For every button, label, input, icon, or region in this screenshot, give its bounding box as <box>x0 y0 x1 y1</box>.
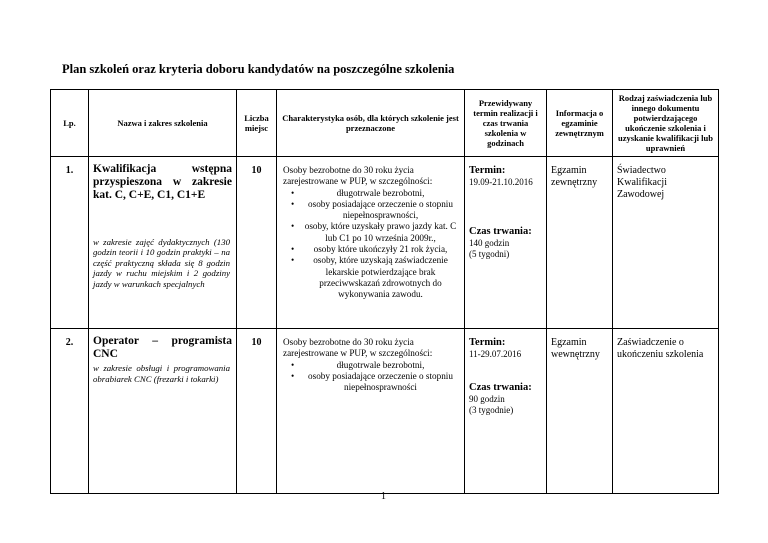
list-item: • osoby posiadające orzeczenie o stopniu niepełnosprawności, <box>301 199 460 222</box>
term-value: 11-29.07.2016 <box>469 349 522 359</box>
list-item: • osoby które ukończyły 21 rok życia, <box>301 244 460 255</box>
header-count: Liczba miejsc <box>237 90 277 157</box>
row-name-cell <box>89 329 237 494</box>
header-lp: Lp. <box>51 90 89 157</box>
row-description-cell <box>277 157 465 329</box>
page-number: 1 <box>381 491 386 502</box>
row-count: 10 <box>237 157 277 329</box>
training-scope: w zakresie zajęć dydaktycznych (130 godzin teorii i 10 godzin praktyki – na część praktyczną składa się 8 godzin jazdy w ruchu miejskim i 2 godziny jazdy w warunkach specjalnych <box>93 236 230 289</box>
description-list <box>283 360 460 394</box>
table-row <box>51 329 719 494</box>
page-title: Plan szkoleń oraz kryteria doboru kandydatów na poszczególne szkolenia <box>62 62 455 76</box>
description-intro: Osoby bezrobotne do 30 roku życia zarejestrowane w PUP, w szczególności: <box>283 337 433 359</box>
training-name: Operator – programista CNC <box>93 335 232 361</box>
duration-label: Czas trwania: <box>469 225 532 237</box>
list-item: • długotrwale bezrobotni, <box>301 188 460 199</box>
term-label: Termin: <box>469 337 506 348</box>
row-count: 10 <box>237 329 277 494</box>
table-header-row <box>51 90 719 157</box>
duration-hours: 140 godzin <box>469 237 510 248</box>
row-certificate: Świadectwo Kwalifikacji Zawodowej <box>613 157 719 329</box>
row-exam: Egzamin wewnętrzny <box>547 329 613 494</box>
table-row <box>51 157 719 329</box>
header-description: Charakterystyka osób, dla których szkolenie jest przeznaczone <box>277 90 465 157</box>
header-term: Przewidywany termin realizacji i czas trwania szkolenia w godzinach <box>465 90 547 157</box>
duration-hours: 90 godzin <box>469 393 505 404</box>
row-name-cell <box>89 157 237 329</box>
description-intro: Osoby bezrobotne do 30 roku życia zarejestrowane w PUP, w szczególności: <box>283 165 433 187</box>
row-description-cell <box>277 329 465 494</box>
header-exam: Informacja o egzaminie zewnętrznym <box>547 90 613 157</box>
training-plan-table <box>50 89 719 494</box>
term-label: Termin: <box>469 165 506 176</box>
row-lp: 1. <box>51 157 89 329</box>
row-lp: 2. <box>51 329 89 494</box>
row-term-cell <box>465 157 547 329</box>
list-item: • osoby, które uzyskają zaświadczenie lekarskie potwierdzające brak przeciwwskazań zdrowotnych do wykonywania zawodu. <box>301 255 460 300</box>
list-item: • osoby posiadające orzeczenie o stopniu niepełnosprawności <box>301 371 460 394</box>
list-item: • osoby, które uzyskały prawo jazdy kat. C lub C1 po 10 września 2009r., <box>301 221 460 244</box>
header-name: Nazwa i zakres szkolenia <box>89 90 237 157</box>
header-certificate: Rodzaj zaświadczenia lub innego dokumentu potwierdzającego ukończenie szkolenia i uzyskanie kwalifikacji lub uprawnień <box>613 90 719 157</box>
duration-label: Czas trwania: <box>469 381 532 393</box>
row-term-cell <box>465 329 547 494</box>
duration-weeks: (5 tygodni) <box>469 248 510 259</box>
term-value: 19.09-21.10.2016 <box>469 177 533 187</box>
duration-weeks: (3 tygodnie) <box>469 404 514 415</box>
description-list <box>283 188 460 301</box>
row-certificate: Zaświadczenie o ukończeniu szkolenia <box>613 329 719 494</box>
list-item: • długotrwale bezrobotni, <box>301 360 460 371</box>
row-exam: Egzamin zewnętrzny <box>547 157 613 329</box>
training-name: Kwalifikacja wstępna przyspieszona w zakresie kat. C, C+E, C1, C1+E <box>93 163 232 202</box>
training-scope: w zakresie obsługi i programowania obrabiarek CNC (frezarki i tokarki) <box>93 363 230 384</box>
